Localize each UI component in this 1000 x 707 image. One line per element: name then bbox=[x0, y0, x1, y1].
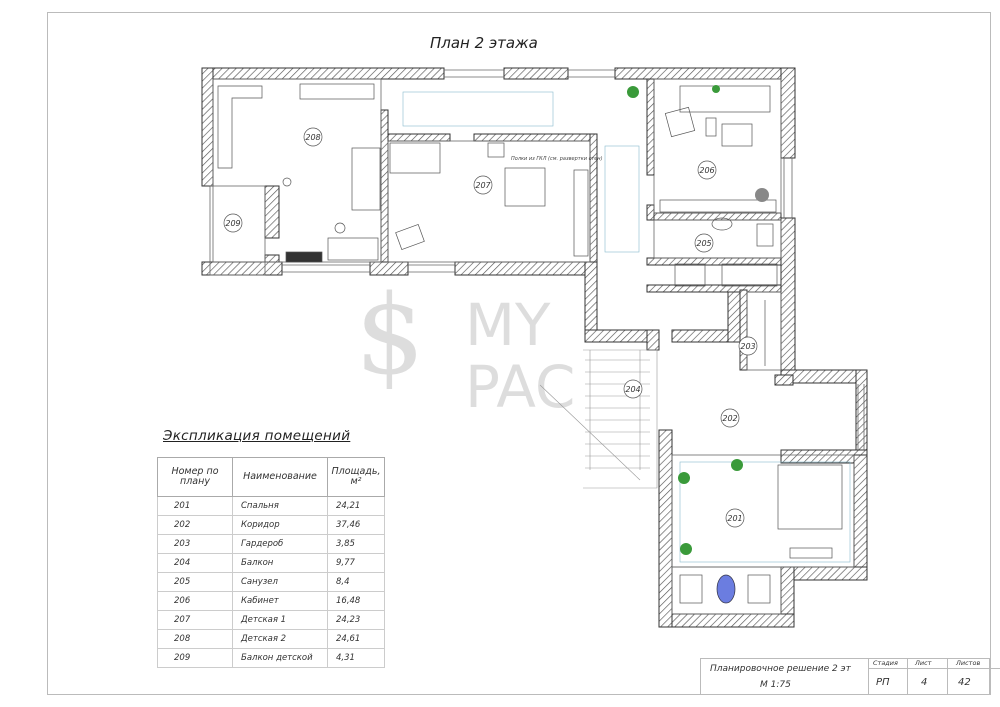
stamp-sheet: 4 bbox=[921, 677, 928, 688]
room-number: 204 bbox=[158, 554, 233, 573]
stamp-scale: М 1:75 bbox=[760, 680, 791, 690]
room-num-205: 205 bbox=[696, 239, 712, 248]
stamp-sheet-label: Лист bbox=[915, 659, 932, 667]
room-number: 201 bbox=[158, 497, 233, 516]
stamp-stage: РП bbox=[876, 677, 890, 688]
table-row bbox=[158, 592, 385, 611]
svg-text:$: $ bbox=[355, 285, 425, 399]
stamp-sheets-label: Листов bbox=[956, 659, 981, 667]
room-area: 24,23 bbox=[328, 611, 385, 630]
room-num-207: 207 bbox=[475, 181, 491, 190]
plan-title: План 2 этажа bbox=[430, 34, 538, 52]
shelf-note: Полки из ГКЛ (см. развертки стен) bbox=[511, 156, 603, 162]
table-row bbox=[158, 573, 385, 592]
room-name: Балкон bbox=[233, 554, 328, 573]
room-area: 4,31 bbox=[328, 649, 385, 668]
stamp-stage-label: Стадия bbox=[873, 659, 898, 667]
room-name: Спальня bbox=[233, 497, 328, 516]
room-area: 24,61 bbox=[328, 630, 385, 649]
room-number: 209 bbox=[158, 649, 233, 668]
stamp-sheets: 42 bbox=[958, 677, 971, 688]
room-area: 24,21 bbox=[328, 497, 385, 516]
table-row bbox=[158, 611, 385, 630]
room-num-202: 202 bbox=[722, 414, 738, 423]
room-number: 203 bbox=[158, 535, 233, 554]
table-row bbox=[158, 535, 385, 554]
room-num-204: 204 bbox=[625, 385, 641, 394]
table-row bbox=[158, 649, 385, 668]
room-name: Санузел bbox=[233, 573, 328, 592]
stamp-title: Планировочное решение 2 эт bbox=[710, 664, 851, 674]
watermark-logo bbox=[355, 285, 675, 415]
room-num-206: 206 bbox=[699, 166, 715, 175]
room-num-209: 209 bbox=[225, 219, 241, 228]
room-number: 208 bbox=[158, 630, 233, 649]
room-name: Кабинет bbox=[233, 592, 328, 611]
header-number: Номер по плану bbox=[158, 458, 233, 497]
room-name: Детская 1 bbox=[233, 611, 328, 630]
room-name: Детская 2 bbox=[233, 630, 328, 649]
explication-title: Экспликация помещений bbox=[163, 428, 351, 444]
room-name: Гардероб bbox=[233, 535, 328, 554]
header-area: Площадь, м² bbox=[328, 458, 385, 497]
table-row bbox=[158, 497, 385, 516]
room-name: Балкон детской bbox=[233, 649, 328, 668]
room-number: 206 bbox=[158, 592, 233, 611]
room-area: 3,85 bbox=[328, 535, 385, 554]
watermark-line1: MY bbox=[465, 291, 551, 359]
room-num-201: 201 bbox=[727, 514, 743, 523]
room-area: 9,77 bbox=[328, 554, 385, 573]
table-row bbox=[158, 554, 385, 573]
table-row bbox=[158, 516, 385, 535]
room-name: Коридор bbox=[233, 516, 328, 535]
room-number: 202 bbox=[158, 516, 233, 535]
room-area: 16,48 bbox=[328, 592, 385, 611]
table-row bbox=[158, 630, 385, 649]
watermark-line2: PAC bbox=[465, 353, 576, 415]
title-block bbox=[700, 658, 990, 695]
header-name: Наименование bbox=[233, 458, 328, 497]
explication-table bbox=[157, 457, 385, 668]
room-num-208: 208 bbox=[305, 133, 321, 142]
room-area: 37,46 bbox=[328, 516, 385, 535]
room-number: 207 bbox=[158, 611, 233, 630]
room-area: 8,4 bbox=[328, 573, 385, 592]
room-num-203: 203 bbox=[740, 342, 756, 351]
room-number: 205 bbox=[158, 573, 233, 592]
